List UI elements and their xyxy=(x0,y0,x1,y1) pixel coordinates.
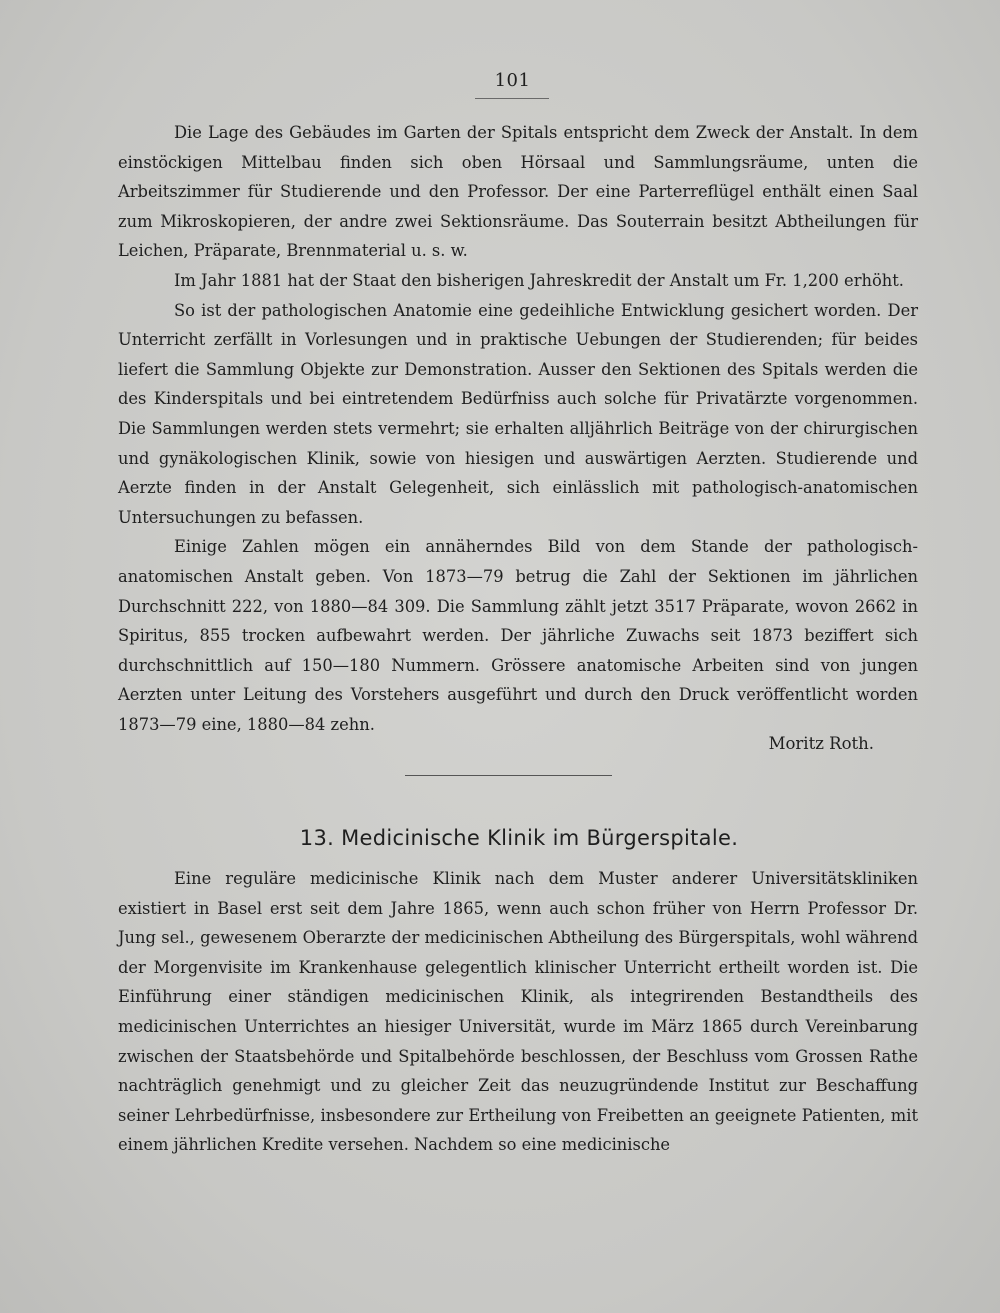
paragraph: Die Lage des Gebäudes im Garten der Spitals entspricht dem Zweck der Anstalt. In dem einstöckigen Mittelbau finden sich oben Hörsaal und Sammlungsräume, unten die Arbeitszimmer für Studierende und den Professor. Der eine Parterreflügel enthält einen Saal zum Mikroskopieren, der andre zwei Sektionsräume. Das Souterrain besitzt Abtheilungen für Leichen, Präparate, Brennmaterial u. s. w. xyxy=(118,123,918,261)
paragraph: Einige Zahlen mögen ein annäherndes Bild von dem Stande der pathologisch-anatomischen Anstalt geben. Von 1873—79 betrug die Zahl der Sektionen im jährlichen Durchschnitt 222, von 1880—84 309. Die Sammlung zählt jetzt 3517 Präparate, wovon 2662 in Spiritus, 855 trocken aufbewahrt werden. Der jährliche Zuwachs seit 1873 beziffert sich durchschnittlich auf 150—180 Nummern. Grössere anatomische Arbeiten sind von jungen Aerzten unter Leitung des Vorstehers ausgeführt und durch den Druck veröffentlicht worden 1873—79 eine, 1880—84 zehn. xyxy=(118,537,918,734)
paragraph: Im Jahr 1881 hat der Staat den bisherigen Jahreskredit der Anstalt um Fr. 1,200 erhöht. xyxy=(174,270,904,290)
paragraph: So ist der pathologischen Anatomie eine gedeihliche Entwicklung gesichert worden. Der Unterricht zerfällt in Vorlesungen und in praktische Uebungen der Studierenden; für beides liefert die Sammlung Objekte zur Demonstration. Ausser den Sektionen des Spitals werden die des Kinderspitals und bei eintretendem Bedürfniss auch solche für Privatärzte vorgenommen. Die Sammlungen werden stets vermehrt; sie erhalten alljährlich Beiträge von der chirurgischen und gynäkologischen Klinik, sowie von hiesigen und auswärtigen Aerzten. Studierende und Aerzte finden in der Anstalt Gelegenheit, sich einlässlich mit pathologisch-anatomischen Untersuchungen zu befassen. xyxy=(118,300,918,527)
section-divider xyxy=(405,775,612,776)
pathology-section-text xyxy=(118,118,918,739)
section-heading: 13. Medicinische Klinik im Bürgerspitale. xyxy=(299,826,739,850)
author-signature: Moritz Roth. xyxy=(768,734,874,753)
clinic-section-text xyxy=(118,864,918,1160)
paragraph: Eine reguläre medicinische Klinik nach dem Muster anderer Universitätskliniken existiert in Basel erst seit dem Jahre 1865, wenn auch schon früher von Herrn Professor Dr. Jung sel., gewesenem Oberarzte der medicinischen Abtheilung des Bürgerspitals, wohl während der Morgenvisite im Krankenhause gelegentlich klinischer Unterricht ertheilt worden ist. Die Einführung einer ständigen medicinischen Klinik, als integrirenden Bestandtheils des medicinischen Unterrichtes an hiesiger Universität, wurde im März 1865 durch Vereinbarung zwischen der Staatsbehörde und Spitalbehörde beschlossen, der Beschluss vom Grossen Rathe nachträglich genehmigt und zu gleicher Zeit das neuzugründende Institut zur Beschaffung seiner Lehrbedürfnisse, insbesondere zur Ertheilung von Freibetten an geeignete Patienten, mit einem jährlichen Kredite versehen. Nachdem so eine medicinische xyxy=(118,869,918,1155)
page-number: 101 xyxy=(494,70,531,91)
header-rule xyxy=(475,98,549,99)
